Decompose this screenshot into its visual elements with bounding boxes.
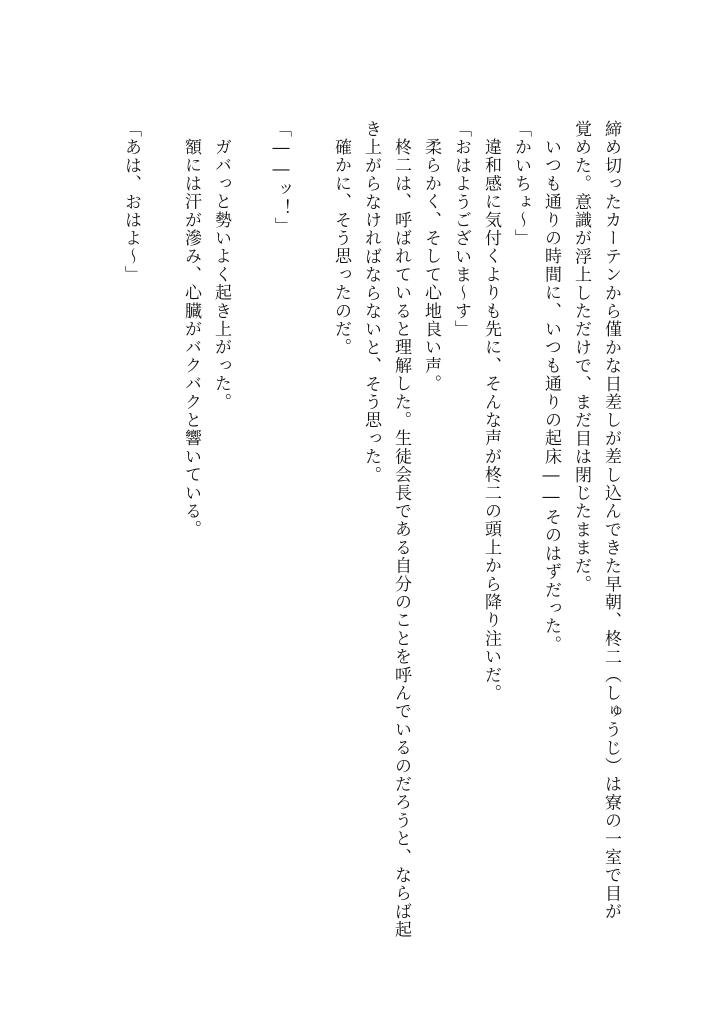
text-line-1: 締め切ったカーテンから僅かな日差しが差し込んできた早朝、柊二（しゅうじ）は寮の一室で目が (601, 120, 621, 921)
text-line-2: 覚めた。意識が浮上しただけで、まだ目は閉じたままだ。 (571, 120, 591, 594)
text-line-9: き上がらなければならないと、そう思った。 (361, 120, 381, 484)
text-line-8: 柊二は、呼ばれていると理解した。生徒会長である自分のことを呼んでいるのだろうと、ならば起 (391, 138, 411, 939)
dialogue-line-14: 「あは、おはよ〜」 (121, 120, 141, 284)
text-line-5: 違和感に気付くよりも先に、そんな声が柊二の頭上から降り注いだ。 (481, 138, 501, 703)
dialogue-line-4: 「かいちょ〜」 (511, 120, 531, 248)
text-line-13: 額には汗が滲み、心臓がバクバクと響いている。 (181, 138, 201, 539)
dialogue-line-11: 「――ッ！」 (271, 120, 291, 236)
text-line-7: 柔らかく、そして心地良い声。 (421, 138, 441, 393)
text-line-10: 確かに、そう思ったのだ。 (331, 138, 351, 357)
text-line-3: いつも通りの時間に、いつも通りの起床――そのはずだった。 (541, 138, 561, 654)
text-line-12: ガバっと勢いよく起き上がった。 (211, 138, 231, 411)
dialogue-line-6: 「おはようございま〜す」 (451, 120, 471, 339)
